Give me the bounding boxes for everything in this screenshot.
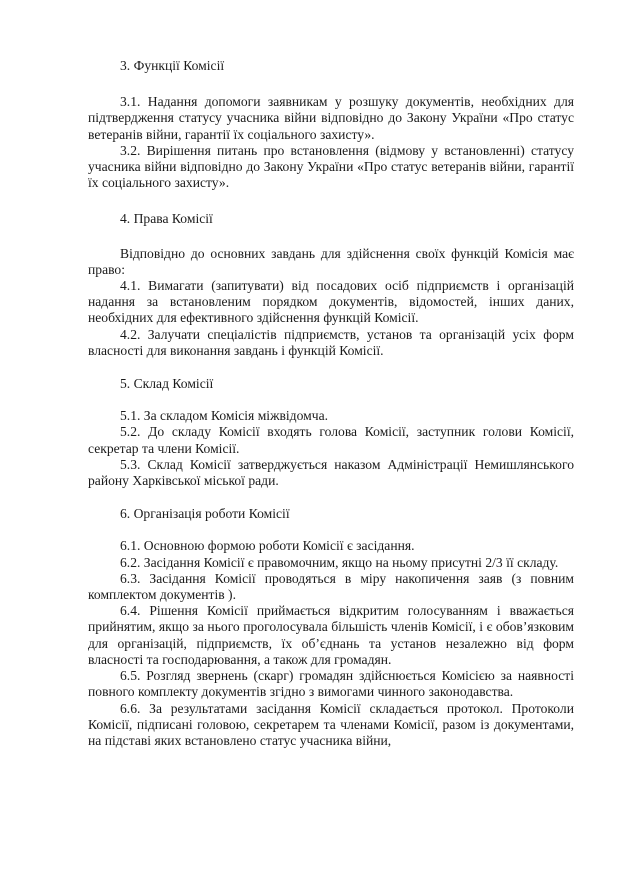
paragraph: 6.6. За результатами засідання Комісії складається протокол. Протоколи Комісії, підписані головою, секретарем та членами Комісії, разом із документами, на підставі яких встановлено статус учасника війни, [88,700,574,748]
paragraph: 4.1. Вимагати (запитувати) від посадових осіб підприємств і організацій надання за встановленим порядком документів, відомостей, інших даних, необхідних для ефективного здійснення функцій Комісії. [88,278,574,326]
paragraph: 6.5. Розгляд звернень (скарг) громадян здійснюється Комісією за наявності повного комплекту документів згідно з вимогами чинного законодавства. [88,668,574,700]
paragraph: 6.2. Засідання Комісії є правомочним, якщо на ньому присутні 2/3 її складу. [120,554,559,570]
paragraph: 5.1. За складом Комісія міжвідомча. [120,408,329,424]
paragraph: 6.1. Основною формою роботи Комісії є засідання. [120,538,415,554]
paragraph: 6.3. Засідання Комісії проводяться в міру накопичення заяв (з повним комплектом документів ). [88,570,574,603]
paragraph: 5.2. До складу Комісії входять голова Комісії, заступник голови Комісії, секретар та члени Комісії. [88,424,574,456]
paragraph: 5.3. Склад Комісії затверджується наказом Адміністрації Немишлянського району Харківської міської ради. [88,456,574,489]
section-heading: 5. Склад Комісії [120,376,214,392]
paragraph: 6.4. Рішення Комісії приймається відкритим голосуванням і вважається прийнятим, якщо за нього проголосувала більшість членів Комісії, і є обов’язковим для організацій, підприємств, їх об’єднань та установ незалежно від форм власності та господарювання, а також для громадян. [88,603,574,667]
paragraph: 3.1. Надання допомоги заявникам у розшуку документів, необхідних для підтвердження статусу учасника війни відповідно до Закону України «Про статус ветеранів війни, гарантії їх соціального захисту». [88,94,574,142]
section-composition [88,376,574,489]
paragraph: 3.2. Вирішення питань про встановлення (відмову у встановленні) статусу учасника війни відповідно до Закону України «Про статус ветеранів війни, гарантії їх соціального захисту». [88,142,574,191]
section-heading: 3. Функції Комісії [120,58,225,73]
section-functions [88,58,574,191]
section-heading: 4. Права Комісії [120,211,213,227]
paragraph: Відповідно до основних завдань для здійснення своїх функцій Комісія має право: [88,245,574,277]
section-organization [88,506,574,749]
section-rights [88,211,574,359]
section-heading: 6. Організація роботи Комісії [120,506,290,522]
paragraph: 4.2. Залучати спеціалістів підприємств, установ та організацій усіх форм власності для виконання завдань і функцій Комісії. [88,326,574,358]
